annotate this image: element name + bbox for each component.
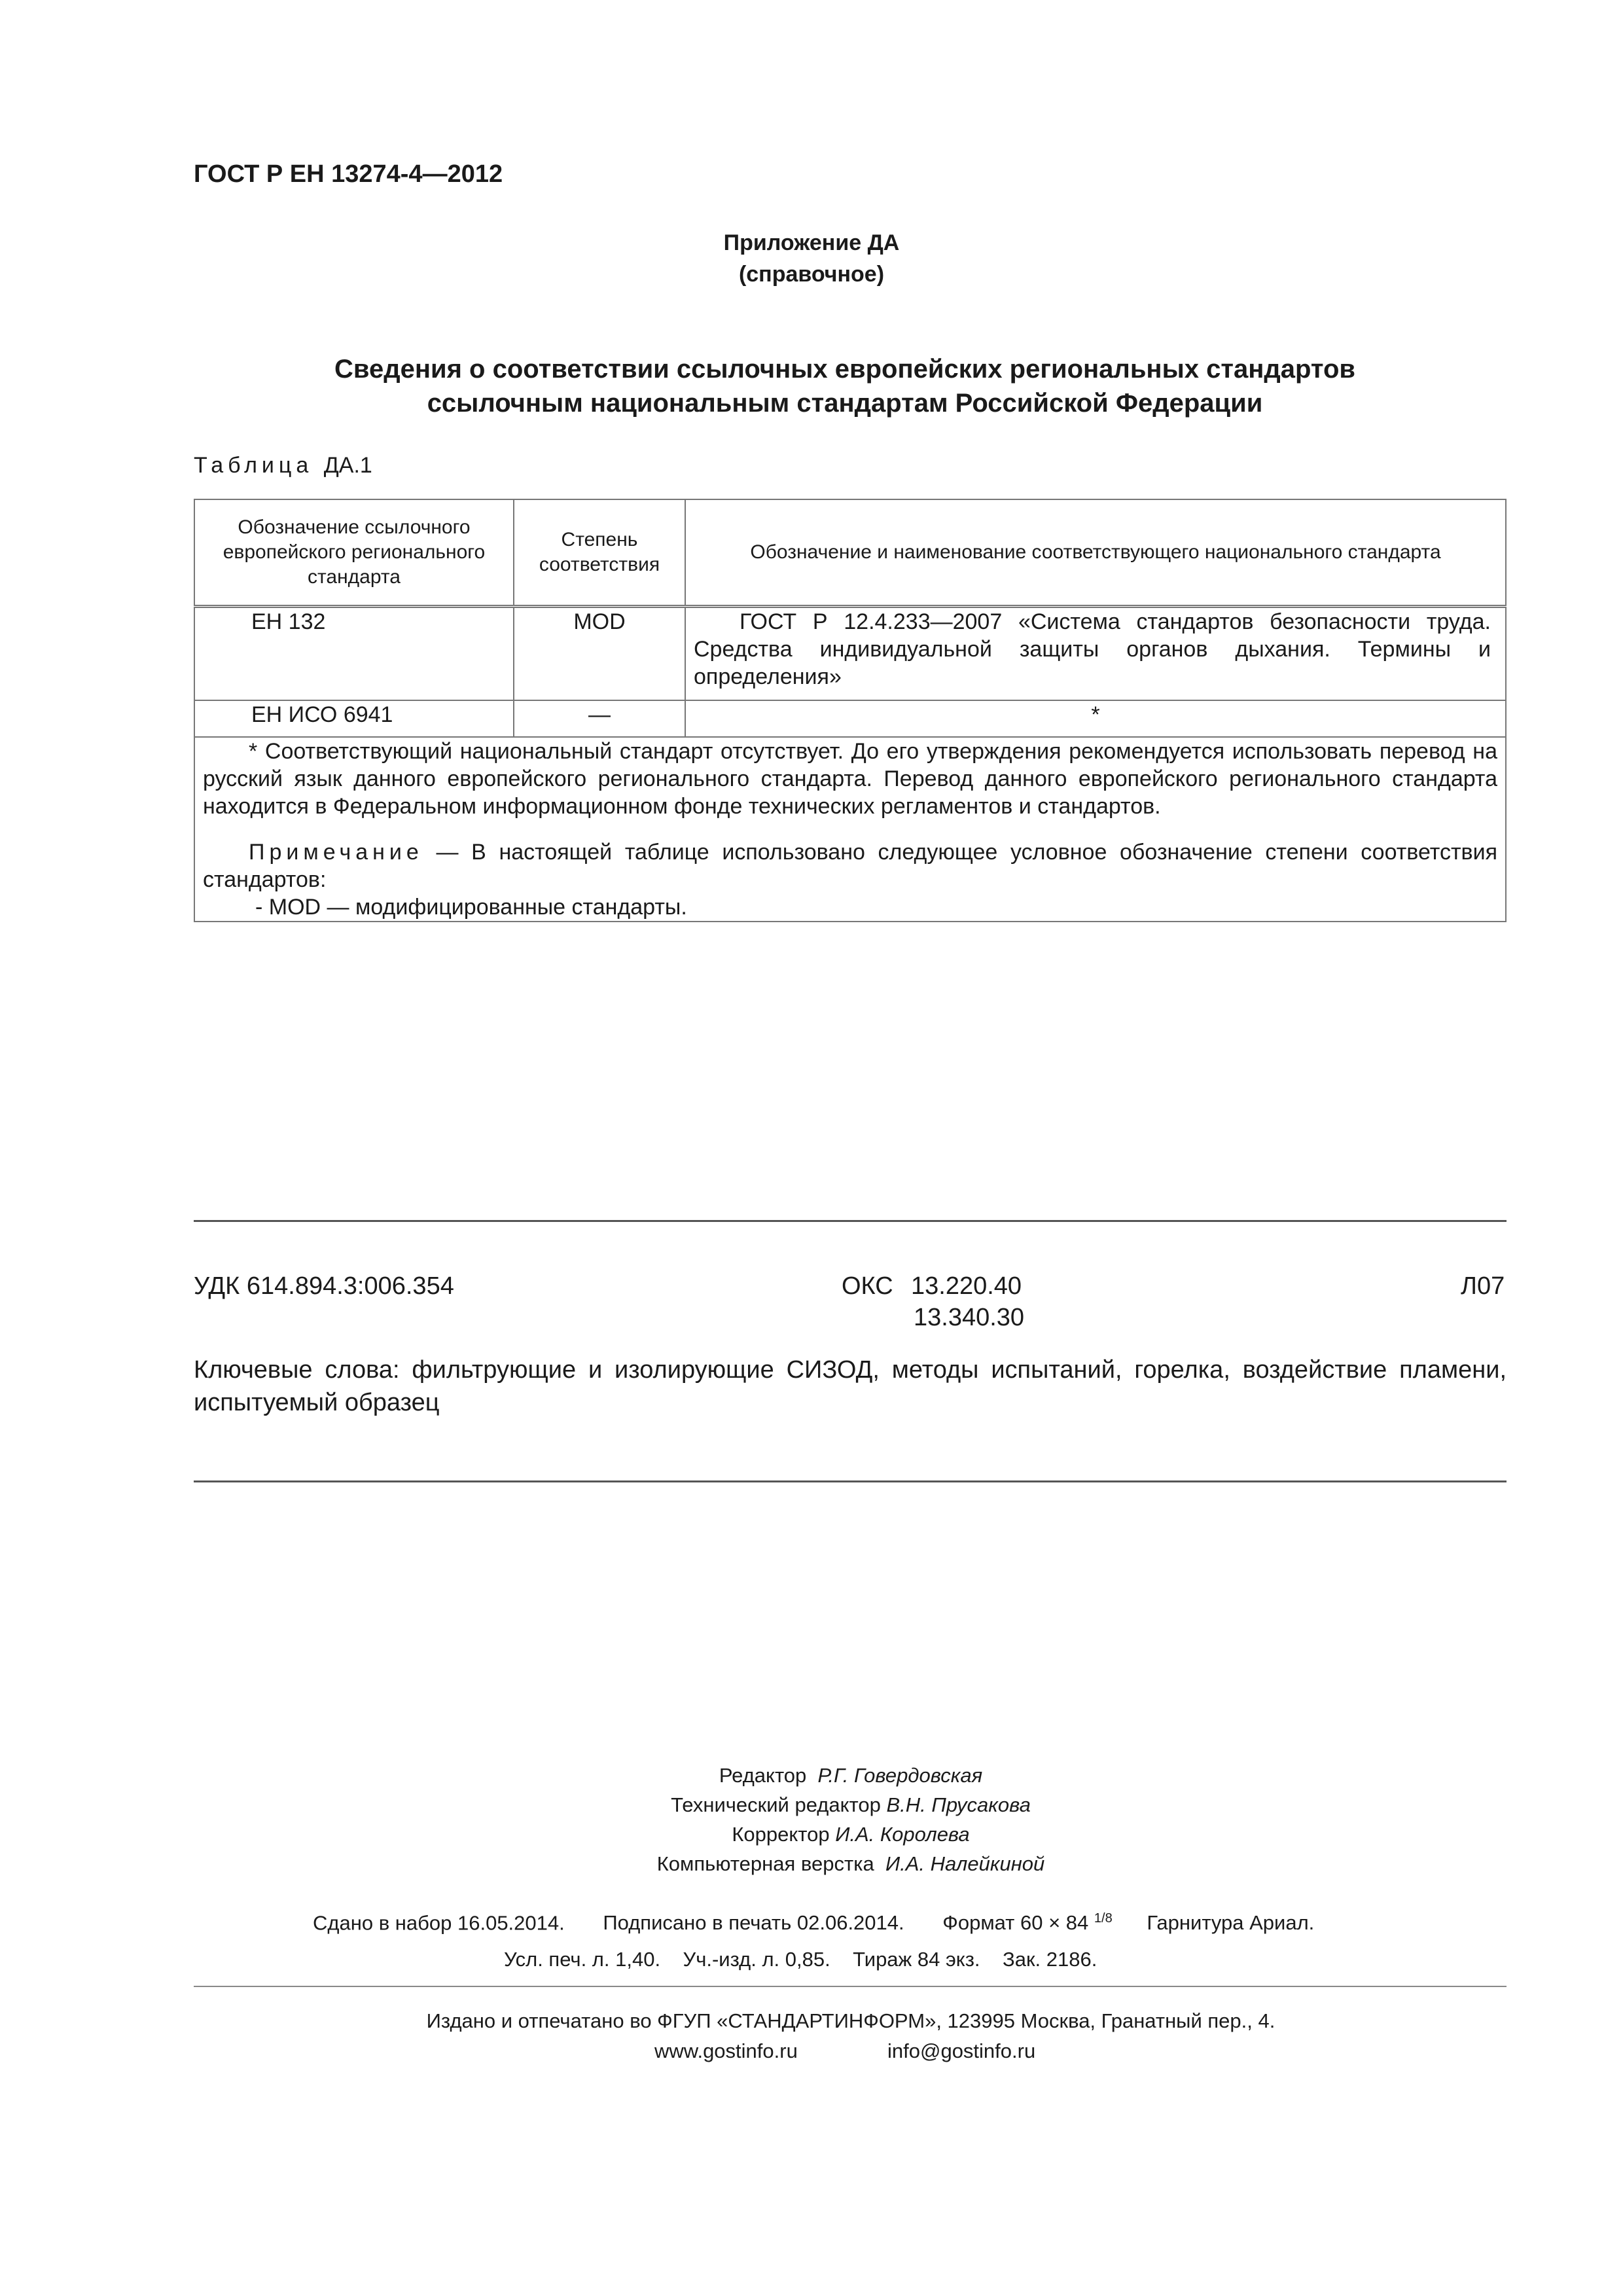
table-label-number: ДА.1 bbox=[323, 453, 372, 478]
credit-corrector bbox=[0, 1820, 1623, 1849]
column-header: Степень соответствия bbox=[514, 499, 685, 607]
note-label: Примечание bbox=[249, 840, 423, 865]
document-id: ГОСТ Р ЕН 13274-4—2012 bbox=[194, 160, 503, 188]
print-info-line-2: Усл. печ. л. 1,40. Уч.-изд. л. 0,85. Тираж 84 экз. Зак. 2186. bbox=[504, 1948, 1097, 1971]
publisher-email: info@gostinfo.ru bbox=[887, 2039, 1036, 2062]
publisher-site: www.gostinfo.ru bbox=[654, 2039, 798, 2062]
oks-code-1: 13.220.40 bbox=[911, 1272, 1022, 1300]
credit-name: В.Н. Прусакова bbox=[886, 1793, 1031, 1816]
udk-code: УДК 614.894.3:006.354 bbox=[194, 1272, 454, 1300]
keywords: Ключевые слова: фильтрующие и изолирующие СИЗОД, методы испытаний, горелка, воздействие пламени, испытуемый образец bbox=[194, 1356, 1507, 1416]
table-row bbox=[194, 700, 1506, 737]
table-label-word: Таблица bbox=[194, 453, 313, 478]
standards-table bbox=[194, 499, 1507, 922]
table-cell: ГОСТ Р 12.4.233—2007 «Система стандартов безопасности труда. Средства индивидуальной защиты органов дыхания. Термины и определения» bbox=[685, 607, 1506, 701]
divider bbox=[194, 1480, 1507, 1482]
annex-title: Приложение ДА bbox=[723, 230, 900, 255]
section-heading bbox=[194, 352, 1496, 420]
credit-label: Корректор bbox=[732, 1823, 830, 1846]
annex-subtitle: (справочное) bbox=[738, 262, 885, 287]
paper-format-fraction: 1/8 bbox=[1094, 1911, 1113, 1926]
credit-label: Компьютерная верстка bbox=[656, 1852, 874, 1875]
table-cell: ЕН 132 bbox=[194, 607, 514, 701]
divider bbox=[194, 1220, 1507, 1222]
typeface: Гарнитура Ариал. bbox=[1147, 1911, 1315, 1935]
classification-code: Л07 bbox=[1461, 1272, 1505, 1300]
column-header: Обозначение ссылочного европейского регионального стандарта bbox=[194, 499, 514, 607]
divider bbox=[194, 1986, 1507, 1987]
column-header: Обозначение и наименование соответствующего национального стандарта bbox=[685, 499, 1506, 607]
table-footnote-cell bbox=[194, 737, 1506, 922]
publisher-line: Издано и отпечатано во ФГУП «СТАНДАРТИНФОРМ», 123995 Москва, Гранатный пер., 4. bbox=[426, 2009, 1275, 2032]
table-cell: * bbox=[685, 700, 1506, 737]
table-cell: — bbox=[514, 700, 685, 737]
footnote: * Соответствующий национальный стандарт отсутствует. До его утверждения рекомендуется использовать перевод на русский язык данного европейского регионального стандарта. Перевод данного европейского регионального стандарта находится в Федеральном информационном фонде технических регламентов и стандартов. bbox=[203, 739, 1497, 819]
table-header-row bbox=[194, 499, 1506, 607]
note-text: — В настоящей таблице использовано следующее условное обозначение степени соответствия стандартов: bbox=[203, 840, 1497, 892]
table-cell: ЕН ИСО 6941 bbox=[194, 700, 514, 737]
oks-code-2: 13.340.30 bbox=[914, 1304, 1025, 1331]
typeset-date: Сдано в набор 16.05.2014. bbox=[313, 1911, 565, 1935]
table-footnote-row bbox=[194, 737, 1506, 922]
credit-layout bbox=[0, 1849, 1623, 1878]
note-item: - MOD — модифицированные стандарты. bbox=[255, 895, 687, 920]
print-date: Подписано в печать 02.06.2014. bbox=[603, 1911, 904, 1935]
credit-editor bbox=[0, 1761, 1623, 1790]
table-note bbox=[203, 838, 1497, 893]
table-row bbox=[194, 607, 1506, 701]
credit-label: Редактор bbox=[719, 1764, 807, 1787]
credit-tech-editor bbox=[0, 1790, 1623, 1820]
heading-line-1: Сведения о соответствии ссылочных европейских региональных стандартов bbox=[334, 355, 1355, 384]
credit-label: Технический редактор bbox=[671, 1793, 881, 1816]
credit-name: И.А. Королева bbox=[835, 1823, 970, 1846]
oks-label: ОКС bbox=[842, 1272, 893, 1300]
table-label bbox=[194, 453, 372, 478]
print-info-line-1 bbox=[313, 1911, 1314, 1935]
credit-name: Р.Г. Говердовская bbox=[817, 1764, 983, 1787]
credit-name: И.А. Налейкиной bbox=[885, 1852, 1045, 1875]
heading-line-2: ссылочным национальным стандартам Российской Федерации bbox=[427, 389, 1263, 418]
paper-format: Формат 60 × 84 bbox=[942, 1911, 1089, 1935]
credits bbox=[0, 1761, 1623, 1878]
table-cell: MOD bbox=[514, 607, 685, 701]
